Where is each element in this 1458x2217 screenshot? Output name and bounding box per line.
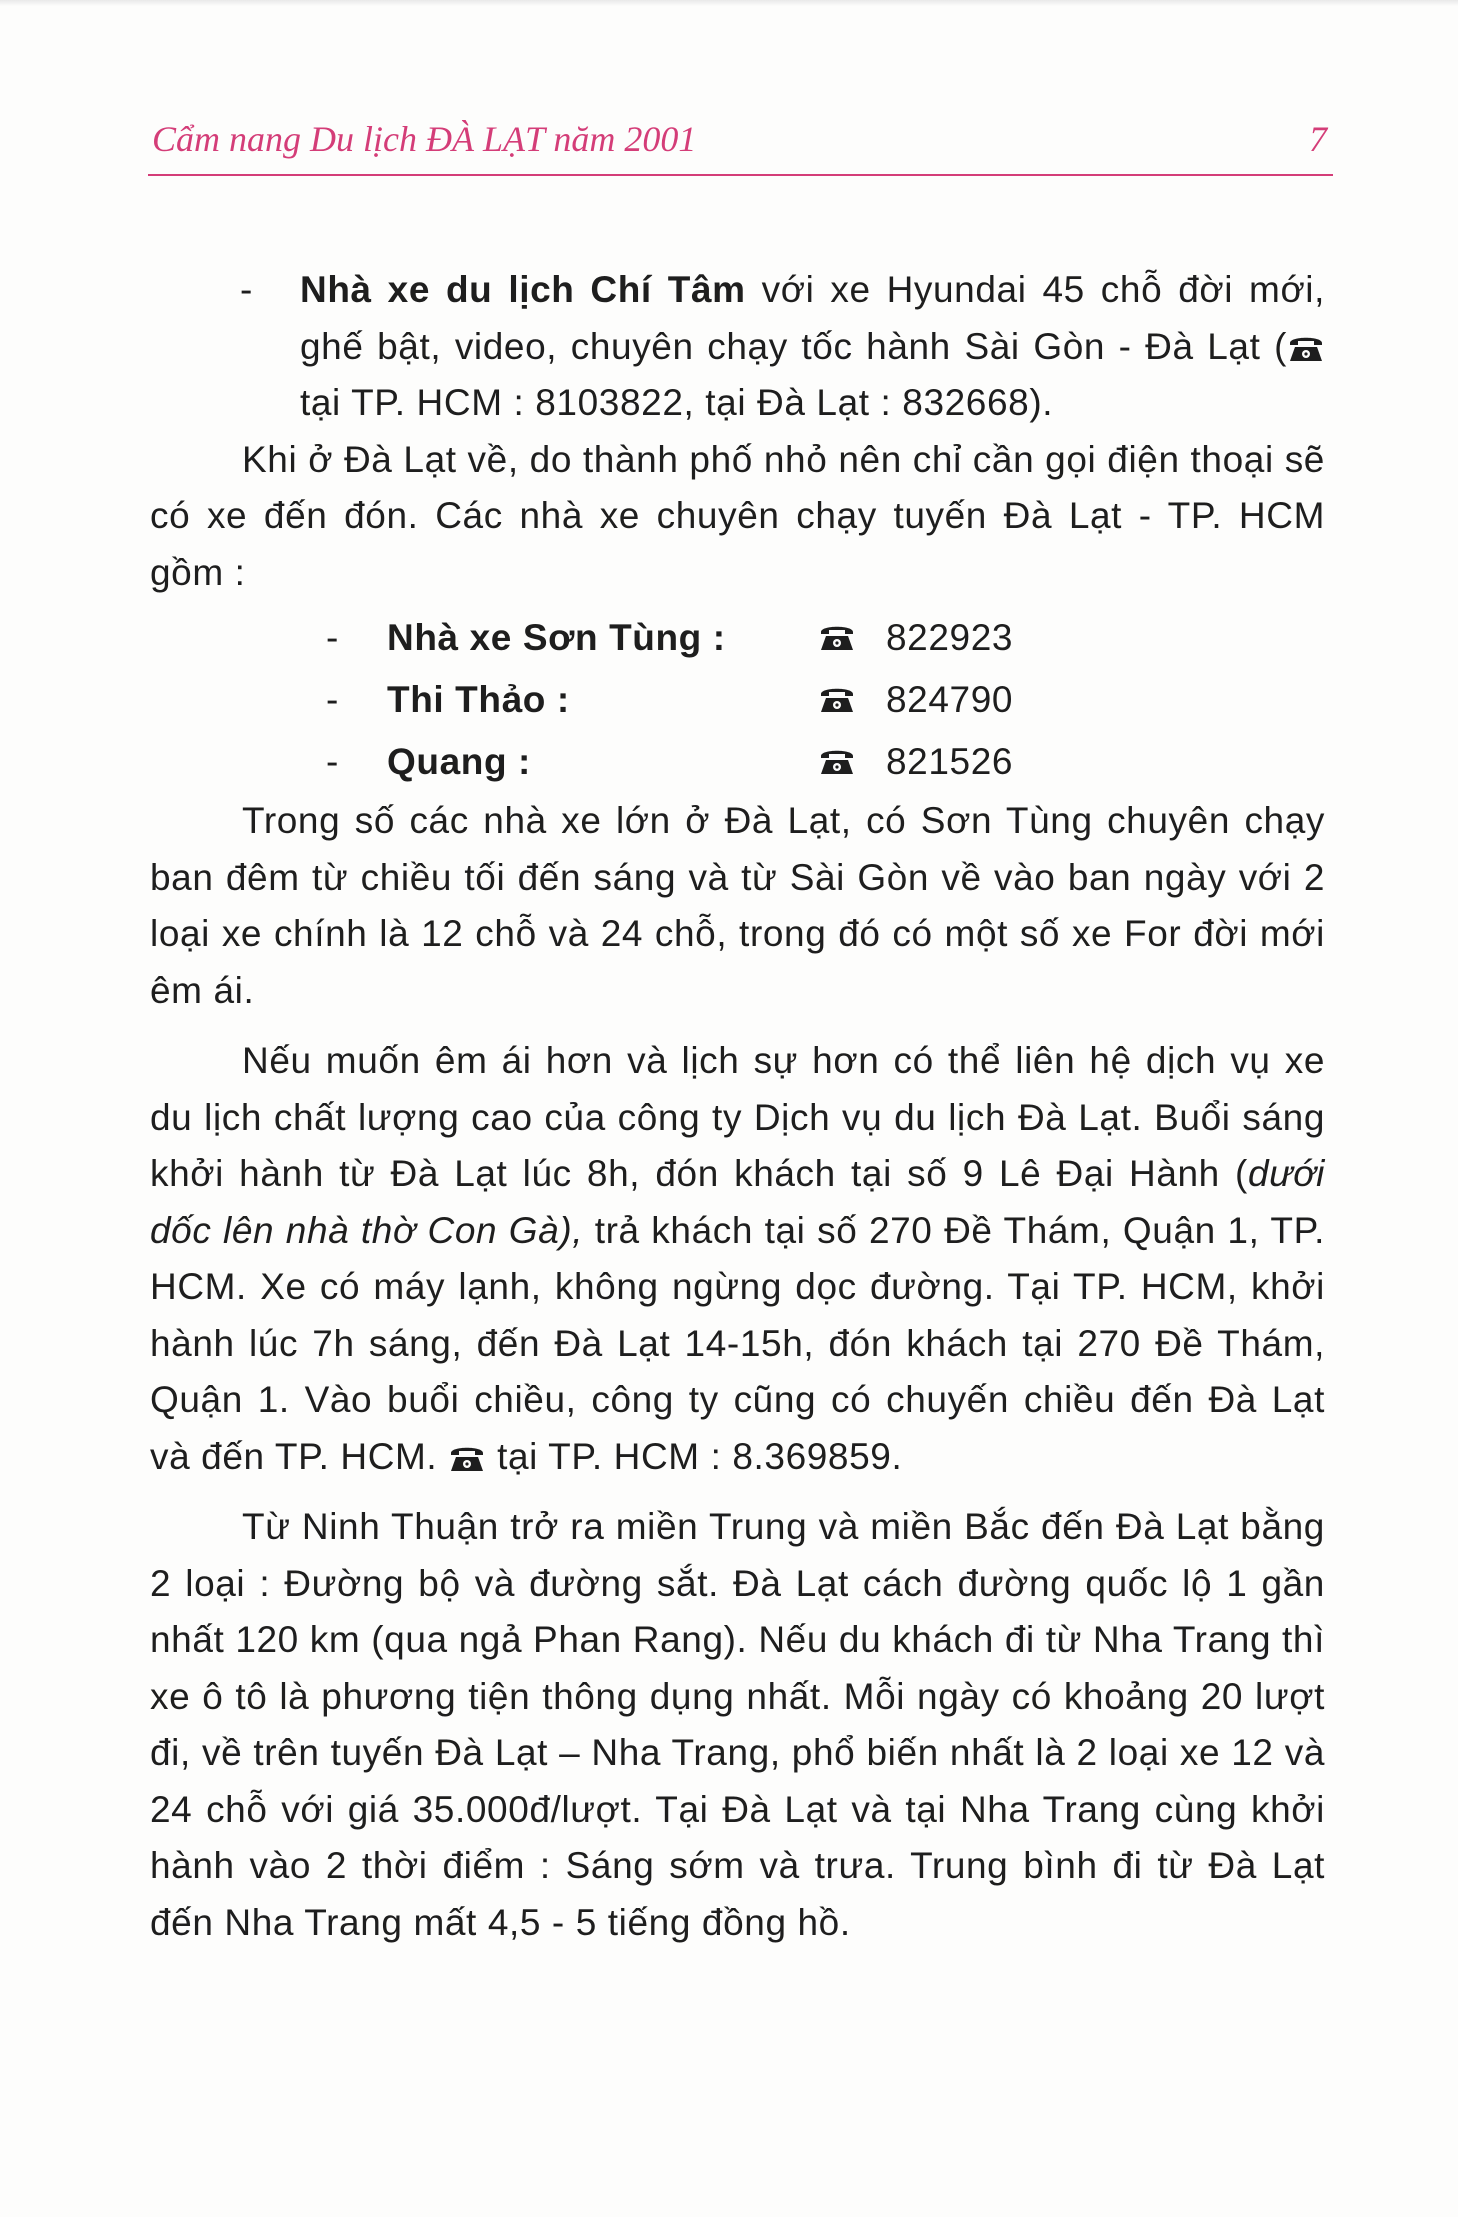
phone-number: 824790 [886, 679, 1014, 720]
header-rule [148, 174, 1333, 176]
bullet-dash: - [240, 269, 253, 310]
phone-number: 822923 [886, 617, 1014, 658]
bus-company-phone-list [150, 607, 1325, 793]
company-name: Nhà xe Sơn Tùng : [387, 617, 726, 658]
paragraph-3-contact: tại TP. HCM : 8.369859. [486, 1435, 903, 1477]
page-body [150, 262, 1325, 1951]
list-dash: - [326, 679, 339, 720]
paragraph-son-tung: Trong số các nhà xe lớn ở Đà Lạt, có Sơn Tùng chuyên chạy ban đêm từ chiều tối đến sáng và từ Sài Gòn về vào ban ngày với 2 loại xe chính là 12 chỗ và 24 chỗ, trong đó có một số xe For đời mới êm ái. [150, 800, 1325, 1011]
telephone-icon [1287, 332, 1325, 362]
bullet-description: với xe Hyundai 45 chỗ đời mới, ghế bật, video, chuyên chạy tốc hành Sài Gòn - Đà Lạt ( [300, 269, 1326, 367]
bullet-chi-tam [150, 262, 1325, 432]
telephone-icon [448, 1442, 486, 1472]
company-name: Quang : [387, 741, 531, 782]
paragraph-3-italic-note: dưới dốc lên nhà thờ Con Gà), [150, 1153, 1325, 1251]
page-number: 7 [1309, 119, 1327, 159]
phone-list-item [150, 731, 1325, 793]
header-title: Cẩm nang Du lịch ĐÀ LẠT năm 2001 [152, 119, 697, 159]
page-top-edge [0, 0, 1458, 6]
list-dash: - [326, 617, 339, 658]
list-dash: - [326, 741, 339, 782]
intro-paragraph: Khi ở Đà Lạt về, do thành phố nhỏ nên chỉ cần gọi điện thoại sẽ có xe đến đón. Các nhà xe chuyên chạy tuyến Đà Lạt - TP. HCM gồm : [150, 438, 1325, 593]
telephone-icon [818, 745, 856, 775]
phone-list-item [150, 669, 1325, 731]
paragraph-3-text-b: trả khách tại số 270 Đề Thám, Quận 1, TP. HCM. Xe có máy lạnh, không ngừng dọc đường. Tại TP. HCM, khởi hành lúc 7h sáng, đến Đà Lạt 14-15h, đón khách tại 270 Đề Thám, Quận 1. Vào buổi chiều, công ty cũng có chuyến chiều đến Đà Lạt và đến TP. HCM. [150, 1209, 1325, 1477]
phone-list-item [150, 607, 1325, 669]
telephone-icon [818, 621, 856, 651]
bullet-contact: tại TP. HCM : 8103822, tại Đà Lạt : 832668). [300, 382, 1054, 423]
phone-number: 821526 [886, 741, 1014, 782]
paragraph-high-quality-service [150, 1033, 1325, 1485]
telephone-icon [818, 683, 856, 713]
bullet-company-name: Nhà xe du lịch Chí Tâm [300, 269, 746, 310]
running-header [148, 118, 1333, 178]
company-name: Thi Thảo : [387, 679, 570, 720]
paragraph-ninh-thuan-route: Từ Ninh Thuận trở ra miền Trung và miền Bắc đến Đà Lạt bằng 2 loại : Đường bộ và đường sắt. Đà Lạt cách đường quốc lộ 1 gần nhất 120 km (qua ngả Phan Rang). Nếu du khách đi từ Nha Trang thì xe ô tô là phương tiện thông dụng nhất. Mỗi ngày có khoảng 20 lượt đi, về trên tuyến Đà Lạt – Nha Trang, phổ biến nhất là 2 loại xe 12 và 24 chỗ với giá 35.000đ/lượt. Tại Đà Lạt và tại Nha Trang cùng khởi hành vào 2 thời điểm : Sáng sớm và trưa. Trung bình đi từ Đà Lạt đến Nha Trang mất 4,5 - 5 tiếng đồng hồ. [150, 1506, 1325, 1943]
paragraph-3-text-a: Nếu muốn êm ái hơn và lịch sự hơn có thể liên hệ dịch vụ xe du lịch chất lượng cao của công ty Dịch vụ du lịch Đà Lạt. Buổi sáng khởi hành từ Đà Lạt lúc 8h, đón khách tại số 9 Lê Đại Hành ( [150, 1040, 1325, 1194]
